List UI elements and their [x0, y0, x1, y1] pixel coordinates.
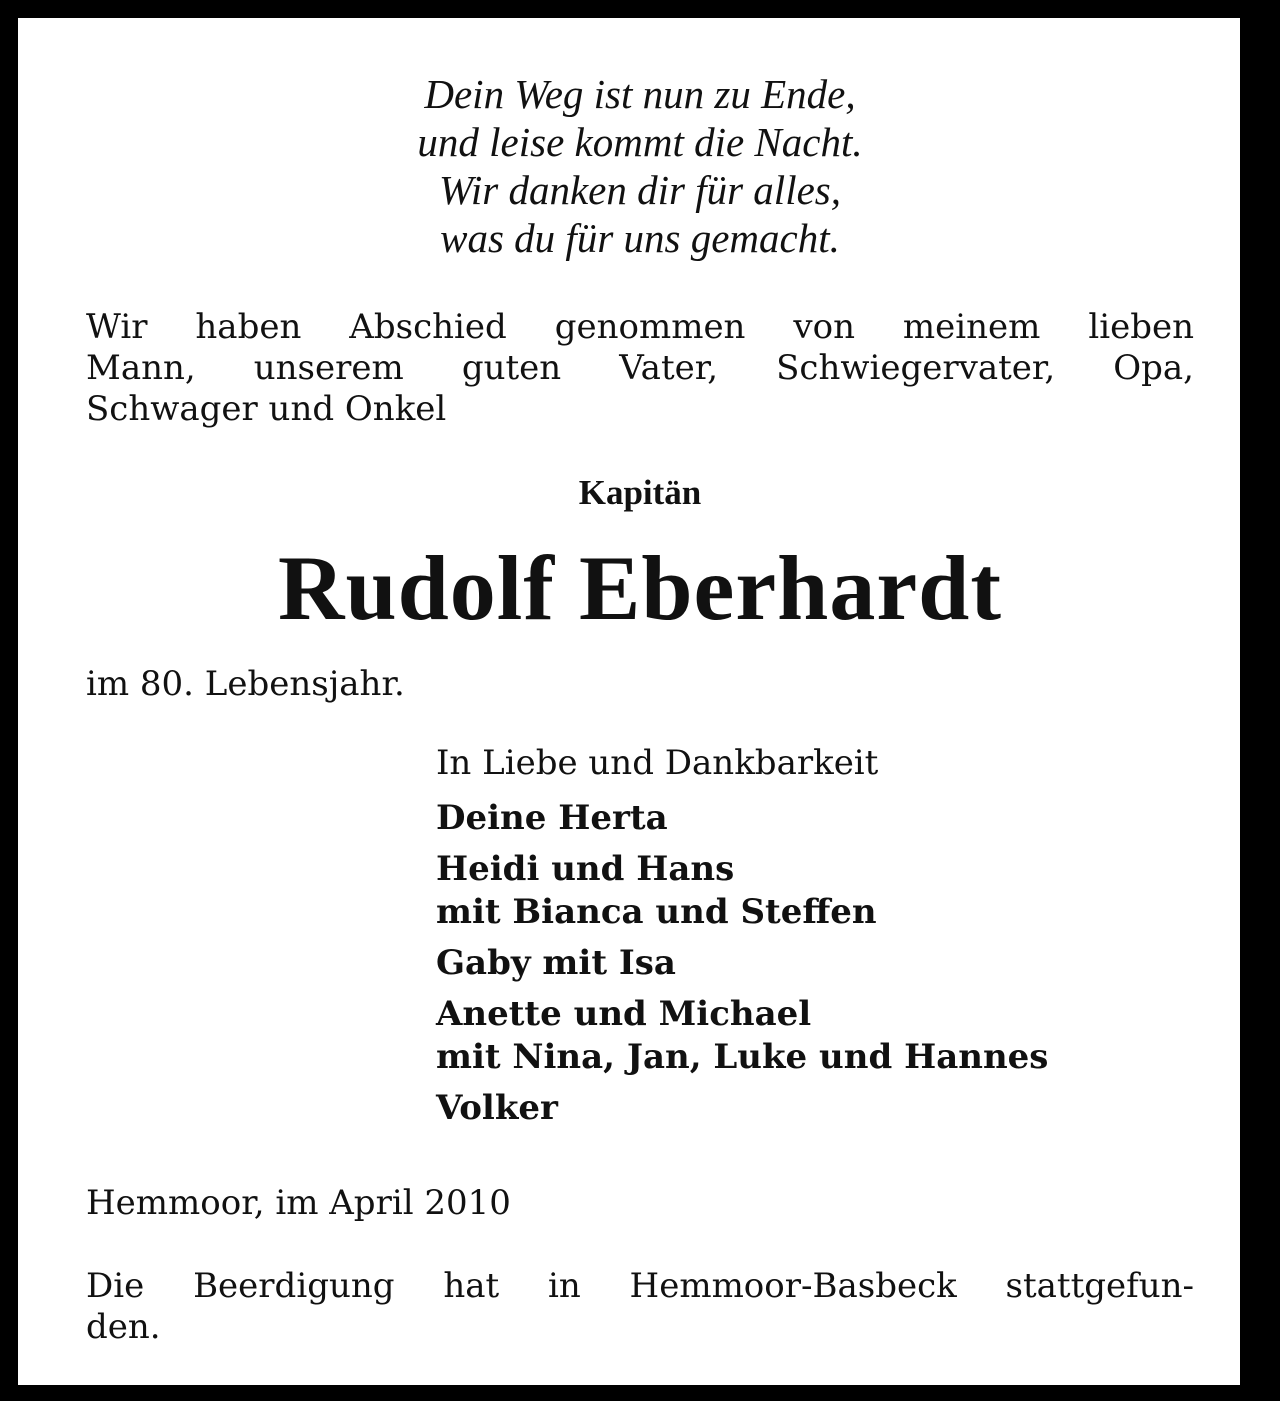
mourner-group [436, 848, 1048, 934]
intro-line: Wir haben Abschied genommen von meinem lieben [86, 307, 1194, 347]
poem-line: was du für uns gemacht. [440, 215, 840, 261]
mourner-group [436, 993, 1048, 1079]
mourner-line: Deine Herta [436, 798, 668, 838]
mourner-group [436, 1087, 1048, 1130]
mourner-line: mit Nina, Jan, Luke und Hannes [436, 1037, 1049, 1077]
burial-line: Die Beerdigung hat in Hemmoor-Basbeck stattgefun- [86, 1266, 1194, 1306]
poem-line: und leise kommt die Nacht. [417, 119, 863, 165]
mourner-line: Gaby mit Isa [436, 943, 676, 983]
obituary-notice [18, 18, 1240, 1385]
mourner-line: Heidi und Hans [436, 849, 735, 889]
intro-text [86, 307, 1194, 430]
mourner-line: Anette und Michael [436, 994, 812, 1034]
intro-line: Schwager und Onkel [86, 389, 447, 429]
place-date: Hemmoor, im April 2010 [86, 1183, 511, 1223]
greeting: In Liebe und Dankbarkeit [436, 743, 879, 783]
mourner-line: mit Bianca und Steffen [436, 892, 877, 932]
poem [18, 70, 1262, 262]
burial-line: den. [86, 1307, 161, 1347]
mourners-block [436, 742, 1048, 1138]
poem-line: Dein Weg ist nun zu Ende, [424, 71, 856, 117]
mourner-group [436, 942, 1048, 985]
poem-line: Wir danken dir für alles, [438, 167, 841, 213]
mourner-group [436, 797, 1048, 840]
mourner-line: Volker [436, 1088, 558, 1128]
burial-note [86, 1266, 1194, 1348]
deceased-title: Kapitän [578, 473, 702, 512]
age-line: im 80. Lebensjahr. [86, 664, 405, 704]
intro-line: Mann, unserem guten Vater, Schwiegervater, Opa, [86, 348, 1194, 388]
deceased-name: Rudolf Eberhardt [278, 537, 1002, 639]
